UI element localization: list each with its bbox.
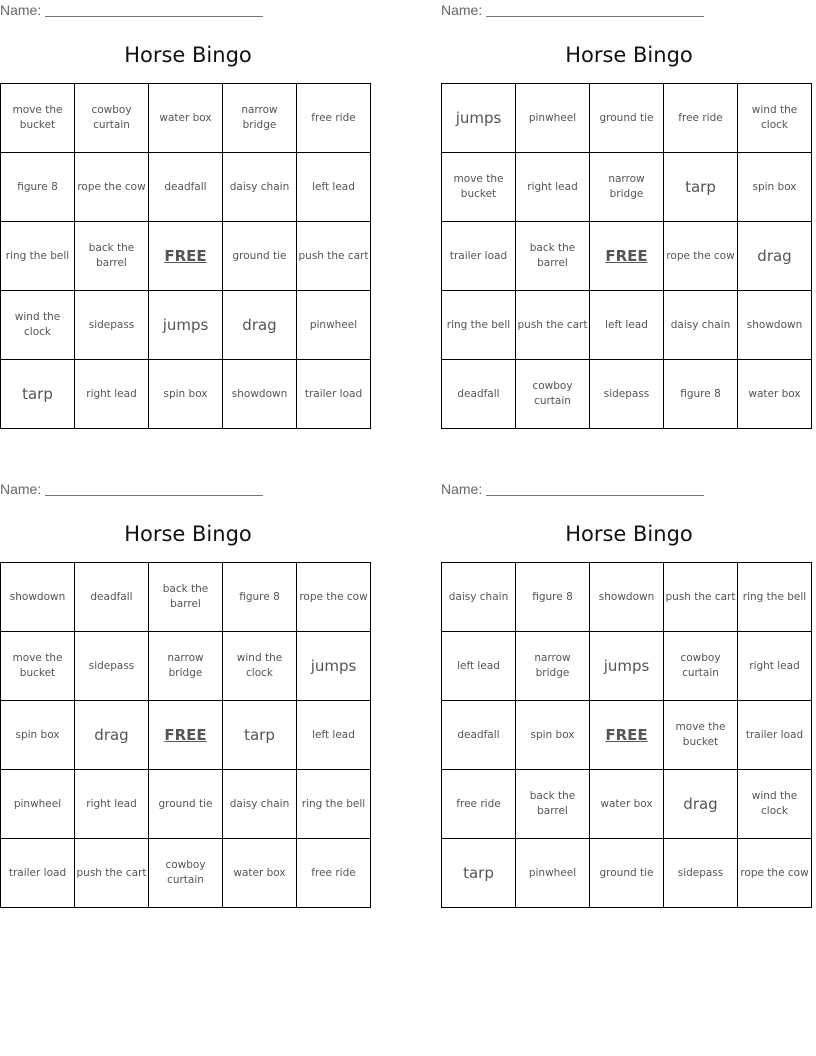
grid-row	[442, 701, 812, 770]
bingo-cell[interactable]: sidepass	[75, 632, 149, 701]
grid-row	[1, 563, 371, 632]
bingo-grid	[441, 562, 812, 908]
bingo-cell[interactable]: narrow bridge	[516, 632, 590, 701]
bingo-cell[interactable]: push the cart	[75, 839, 149, 908]
bingo-cell[interactable]: daisy chain	[223, 770, 297, 839]
name-label: Name:	[441, 481, 483, 497]
name-blank-line[interactable]	[45, 2, 263, 17]
grid-row	[442, 632, 812, 701]
bingo-cell[interactable]: push the cart	[516, 291, 590, 360]
bingo-cell[interactable]: jumps	[442, 84, 516, 153]
bingo-cell[interactable]: right lead	[738, 632, 812, 701]
bingo-cell[interactable]: daisy chain	[664, 291, 738, 360]
name-blank-line[interactable]	[486, 2, 704, 17]
bingo-cell[interactable]: back the barrel	[149, 563, 223, 632]
bingo-grid	[0, 83, 371, 429]
bingo-cell[interactable]: deadfall	[442, 360, 516, 429]
bingo-cell[interactable]: ground tie	[223, 222, 297, 291]
bingo-cell[interactable]: move the bucket	[1, 84, 75, 153]
bingo-cell[interactable]: rope the cow	[664, 222, 738, 291]
grid-row	[1, 839, 371, 908]
bingo-cell[interactable]: pinwheel	[1, 770, 75, 839]
bingo-cell[interactable]: free ride	[297, 84, 371, 153]
bingo-cell[interactable]: drag	[664, 770, 738, 839]
bingo-cell[interactable]: showdown	[1, 563, 75, 632]
bingo-cell[interactable]: rope the cow	[297, 563, 371, 632]
grid-row	[1, 153, 371, 222]
bingo-cell[interactable]: back the barrel	[516, 770, 590, 839]
bingo-cell[interactable]: left lead	[590, 291, 664, 360]
card-title: Horse Bingo	[565, 43, 693, 67]
bingo-cell[interactable]: water box	[590, 770, 664, 839]
bingo-cell[interactable]: move the bucket	[1, 632, 75, 701]
bingo-cell[interactable]: narrow bridge	[590, 153, 664, 222]
bingo-cell[interactable]: jumps	[590, 632, 664, 701]
bingo-cell[interactable]: ring the bell	[297, 770, 371, 839]
bingo-cell[interactable]: deadfall	[442, 701, 516, 770]
name-label: Name:	[441, 2, 483, 18]
bingo-cell[interactable]: right lead	[516, 153, 590, 222]
bingo-cell[interactable]: showdown	[223, 360, 297, 429]
bingo-cell[interactable]: cowboy curtain	[516, 360, 590, 429]
bingo-cell[interactable]: move the bucket	[442, 153, 516, 222]
bingo-cell[interactable]: sidepass	[75, 291, 149, 360]
bingo-cell[interactable]: deadfall	[149, 153, 223, 222]
bingo-cell[interactable]: ring the bell	[738, 563, 812, 632]
bingo-cell[interactable]: left lead	[297, 153, 371, 222]
grid-row	[1, 632, 371, 701]
bingo-cell[interactable]: tarp	[442, 839, 516, 908]
card-title: Horse Bingo	[565, 522, 693, 546]
bingo-cell[interactable]: figure 8	[223, 563, 297, 632]
free-space-cell[interactable]: FREE	[590, 701, 664, 770]
bingo-cell[interactable]: drag	[75, 701, 149, 770]
bingo-cell[interactable]: left lead	[442, 632, 516, 701]
bingo-cell[interactable]: back the barrel	[516, 222, 590, 291]
bingo-cell[interactable]: figure 8	[516, 563, 590, 632]
bingo-cell[interactable]: left lead	[297, 701, 371, 770]
name-blank-line[interactable]	[486, 481, 704, 496]
name-blank-line[interactable]	[45, 481, 263, 496]
grid-row	[442, 222, 812, 291]
bingo-cell[interactable]: trailer load	[738, 701, 812, 770]
grid-row	[442, 770, 812, 839]
bingo-cell[interactable]: right lead	[75, 770, 149, 839]
bingo-cell[interactable]: sidepass	[590, 360, 664, 429]
bingo-cell[interactable]: drag	[223, 291, 297, 360]
bingo-grid	[441, 83, 812, 429]
bingo-cell[interactable]: tarp	[1, 360, 75, 429]
bingo-cell[interactable]: ground tie	[590, 839, 664, 908]
grid-row	[1, 84, 371, 153]
bingo-cell[interactable]: free ride	[442, 770, 516, 839]
bingo-cell[interactable]: cowboy curtain	[75, 84, 149, 153]
bingo-cell[interactable]: daisy chain	[442, 563, 516, 632]
bingo-cell[interactable]: wind the clock	[738, 84, 812, 153]
grid-row	[442, 360, 812, 429]
bingo-cell[interactable]: water box	[149, 84, 223, 153]
bingo-cell[interactable]: figure 8	[664, 360, 738, 429]
bingo-cell[interactable]: back the barrel	[75, 222, 149, 291]
grid-row	[442, 839, 812, 908]
grid-row	[1, 360, 371, 429]
bingo-cell[interactable]: showdown	[590, 563, 664, 632]
name-field[interactable]	[0, 2, 263, 20]
bingo-cell[interactable]: pinwheel	[297, 291, 371, 360]
bingo-cell[interactable]: pinwheel	[516, 839, 590, 908]
bingo-cell[interactable]: sidepass	[664, 839, 738, 908]
bingo-cell[interactable]: trailer load	[297, 360, 371, 429]
name-label: Name:	[0, 481, 42, 497]
bingo-cell[interactable]: rope the cow	[75, 153, 149, 222]
bingo-cell[interactable]: free ride	[297, 839, 371, 908]
bingo-cell[interactable]: narrow bridge	[223, 84, 297, 153]
bingo-cell[interactable]: cowboy curtain	[664, 632, 738, 701]
bingo-cell[interactable]: jumps	[297, 632, 371, 701]
bingo-cell[interactable]: rope the cow	[738, 839, 812, 908]
bingo-cell[interactable]: figure 8	[1, 153, 75, 222]
bingo-cell[interactable]: cowboy curtain	[149, 839, 223, 908]
grid-row	[1, 291, 371, 360]
grid-row	[1, 701, 371, 770]
bingo-cell[interactable]: push the cart	[297, 222, 371, 291]
bingo-cell[interactable]: narrow bridge	[149, 632, 223, 701]
bingo-cell[interactable]: wind the clock	[738, 770, 812, 839]
free-space-cell[interactable]: FREE	[149, 701, 223, 770]
grid-row	[442, 291, 812, 360]
bingo-cell[interactable]: move the bucket	[664, 701, 738, 770]
bingo-cell[interactable]: daisy chain	[223, 153, 297, 222]
grid-row	[442, 563, 812, 632]
bingo-cell[interactable]: tarp	[664, 153, 738, 222]
bingo-cell[interactable]: ground tie	[149, 770, 223, 839]
bingo-cell[interactable]: spin box	[738, 153, 812, 222]
card-title: Horse Bingo	[124, 43, 252, 67]
grid-row	[1, 770, 371, 839]
bingo-cell[interactable]: deadfall	[75, 563, 149, 632]
bingo-cell[interactable]: right lead	[75, 360, 149, 429]
bingo-cell[interactable]: free ride	[664, 84, 738, 153]
bingo-cell[interactable]: ring the bell	[442, 291, 516, 360]
grid-row	[442, 84, 812, 153]
card-title: Horse Bingo	[124, 522, 252, 546]
bingo-cell[interactable]: trailer load	[1, 839, 75, 908]
grid-row	[1, 222, 371, 291]
bingo-cell[interactable]: wind the clock	[1, 291, 75, 360]
name-field[interactable]	[441, 2, 704, 20]
bingo-cell[interactable]: wind the clock	[223, 632, 297, 701]
bingo-cell[interactable]: drag	[738, 222, 812, 291]
bingo-cell[interactable]: pinwheel	[516, 84, 590, 153]
bingo-cell[interactable]: push the cart	[664, 563, 738, 632]
free-space-cell[interactable]: FREE	[590, 222, 664, 291]
name-field[interactable]	[0, 481, 263, 499]
bingo-cell[interactable]: ground tie	[590, 84, 664, 153]
free-space-cell[interactable]: FREE	[149, 222, 223, 291]
name-label: Name:	[0, 2, 42, 18]
bingo-grid	[0, 562, 371, 908]
bingo-cell[interactable]: spin box	[516, 701, 590, 770]
bingo-cell[interactable]: trailer load	[442, 222, 516, 291]
bingo-cell[interactable]: water box	[738, 360, 812, 429]
bingo-cell[interactable]: spin box	[1, 701, 75, 770]
bingo-cell[interactable]: jumps	[149, 291, 223, 360]
bingo-cell[interactable]: water box	[223, 839, 297, 908]
bingo-cell[interactable]: ring the bell	[1, 222, 75, 291]
bingo-cell[interactable]: showdown	[738, 291, 812, 360]
bingo-cell[interactable]: spin box	[149, 360, 223, 429]
grid-row	[442, 153, 812, 222]
name-field[interactable]	[441, 481, 704, 499]
bingo-cell[interactable]: tarp	[223, 701, 297, 770]
